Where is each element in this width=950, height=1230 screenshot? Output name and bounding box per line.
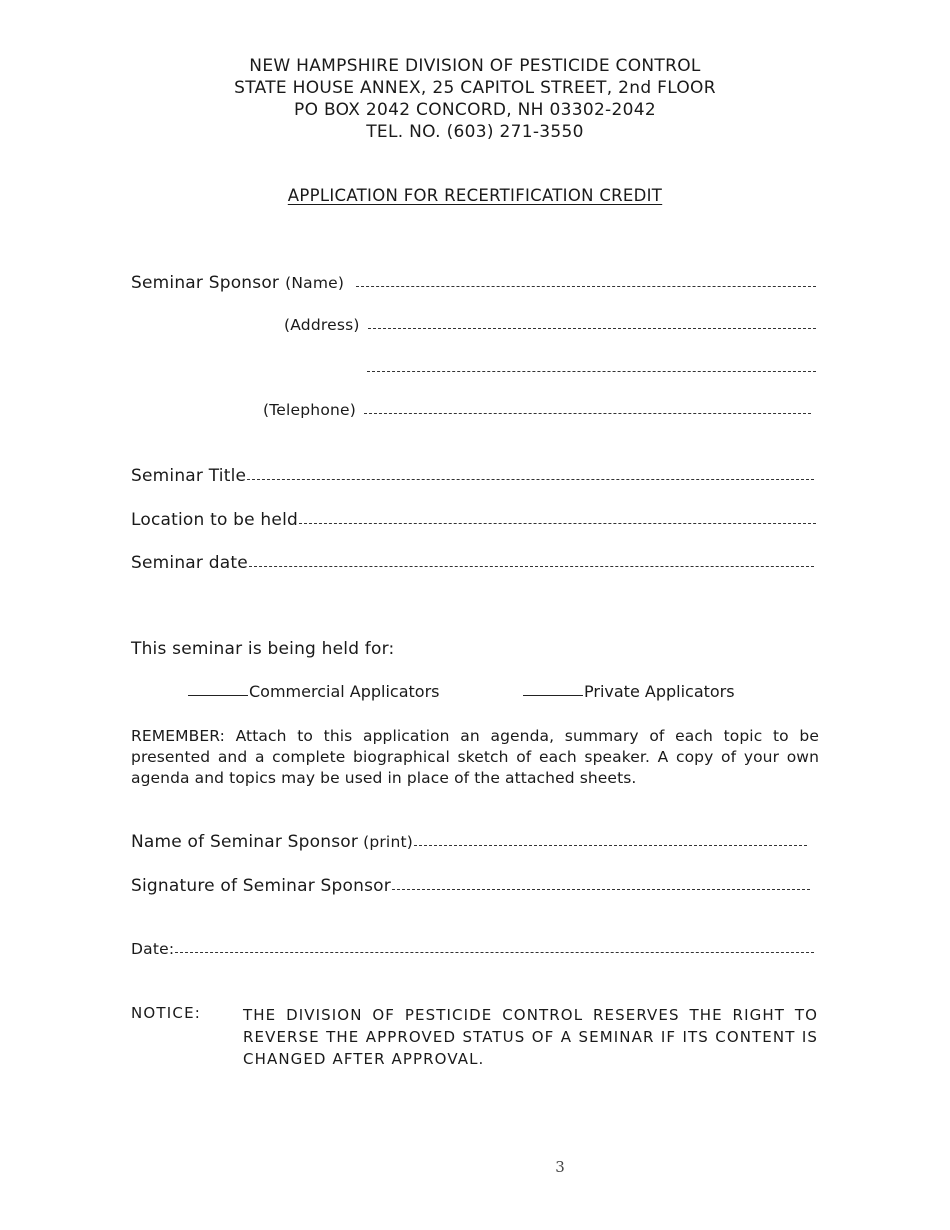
date-row [131,940,814,958]
sponsor-address-label: (Address) [284,316,360,334]
agency-header [0,55,950,143]
sponsor-print-suffix: (print) [363,833,413,851]
commercial-option [188,682,440,701]
header-line-street: STATE HOUSE ANNEX, 25 CAPITOL STREET, 2nd FLOOR [234,78,716,98]
sponsor-telephone-field[interactable] [364,413,811,414]
sponsor-label: Seminar Sponsor [131,273,280,293]
sponsor-telephone-label: (Telephone) [263,401,357,419]
held-for-label: This seminar is being held for: [131,639,395,659]
sponsor-telephone-row [263,401,811,419]
seminar-title-field[interactable] [247,479,814,480]
remember-note: REMEMBER: Attach to this application an agenda, summary of each topic to be presented and a complete biographical sketch of each speaker. A copy of your own agenda and topics may be used in place of the attached sheets. [131,727,819,787]
date-field[interactable] [175,952,814,953]
date-label: Date: [131,940,175,958]
sponsor-print-name-row [131,832,807,852]
held-for-row [131,639,394,659]
sponsor-name-field[interactable] [356,286,816,287]
sponsor-print-name-field[interactable] [414,845,807,846]
notice-text: THE DIVISION OF PESTICIDE CONTROL RESERVES THE RIGHT TO REVERSE THE APPROVED STATUS OF A SEMINAR IF ITS CONTENT IS CHANGED AFTER APPROVAL. [243,1006,818,1068]
notice-label: NOTICE: [131,1004,202,1022]
location-field[interactable] [299,523,816,524]
sponsor-address-field[interactable] [368,328,816,329]
sponsor-print-name-label: Name of Seminar Sponsor [131,832,359,852]
seminar-date-label: Seminar date [131,553,248,573]
page-number: 3 [555,1158,565,1176]
header-line-pobox: PO BOX 2042 CONCORD, NH 03302-2042 [294,100,656,120]
header-line-agency: NEW HAMPSHIRE DIVISION OF PESTICIDE CONTROL [249,56,701,76]
location-label: Location to be held [131,510,298,530]
header-line-phone: TEL. NO. (603) 271-3550 [366,122,584,142]
form-title [0,186,950,205]
sponsor-address-row-2 [367,361,816,362]
location-row [131,510,816,530]
sponsor-name-row [131,273,816,293]
sponsor-name-label: (Name) [285,274,345,292]
private-applicators-blank[interactable] [523,695,583,696]
private-option [523,682,735,701]
signature-row [131,876,810,896]
sponsor-address-field-2[interactable] [367,371,816,372]
seminar-title-label: Seminar Title [131,466,247,486]
signature-label: Signature of Seminar Sponsor [131,876,391,896]
form-title-text: APPLICATION FOR RECERTIFICATION CREDIT [287,186,663,205]
seminar-date-field[interactable] [249,566,814,567]
commercial-applicators-label: Commercial Applicators [249,682,440,701]
private-applicators-label: Private Applicators [584,682,735,701]
signature-field[interactable] [392,889,810,890]
seminar-title-row [131,466,814,486]
commercial-applicators-blank[interactable] [188,695,248,696]
sponsor-address-row [284,316,816,334]
seminar-date-row [131,553,814,573]
